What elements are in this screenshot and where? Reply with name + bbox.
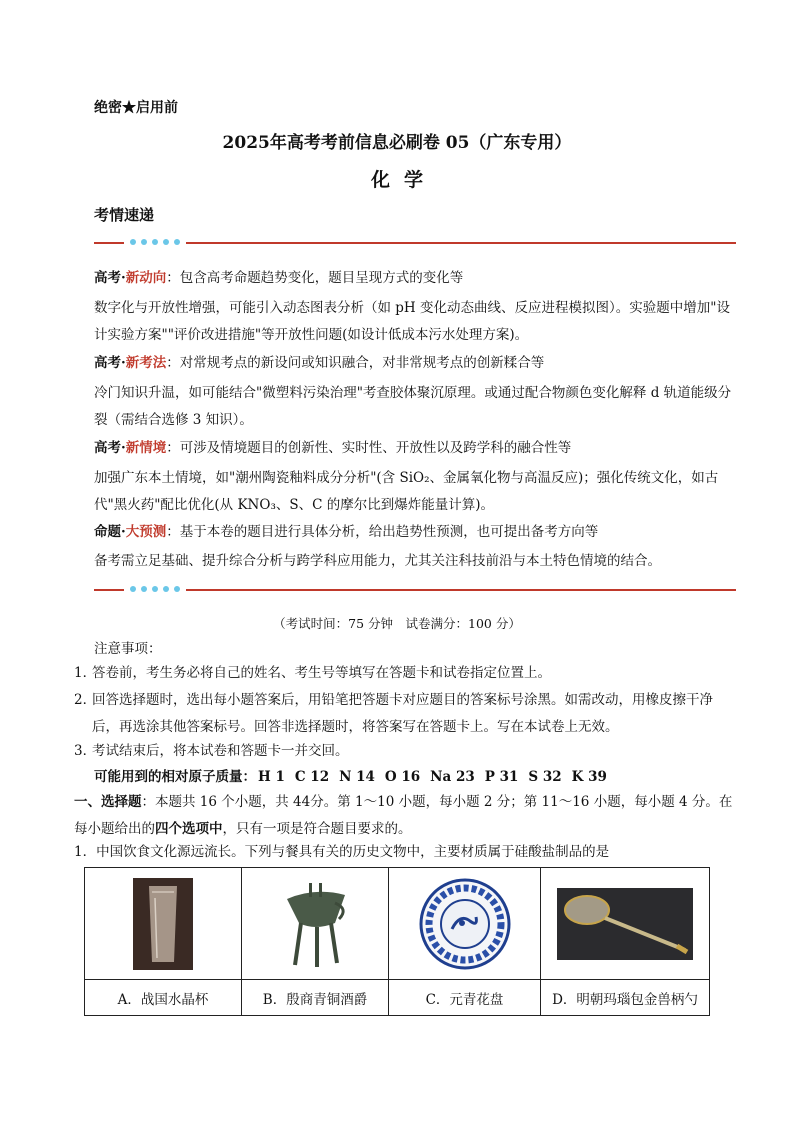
note-item: 1．答卷前，考生务必将自己的姓名、考生号等填写在答题卡和试卷指定位置上。 [74, 665, 551, 681]
option-a-image-cell [85, 868, 242, 980]
notes-title: 注意事项： [94, 641, 162, 657]
paper-title: 2025年高考考前信息必刷卷 05（广东专用） [222, 133, 572, 153]
option-c-label: C．元青花盘 [389, 980, 541, 1015]
blue-white-plate-image [418, 877, 512, 971]
agate-spoon-image [557, 888, 693, 960]
overview-block-2-detail: 冷门知识升温，如可能结合"微塑料污染治理"考查胶体聚沉原理。或通过配合物颜色变化解释 d 轨道能级分裂（需结合选修 3 知识）。 [94, 385, 732, 428]
exam-info: （考试时间：75 分钟 试卷满分：100 分） [273, 616, 521, 631]
note-item: 3．考试结束后，将本试卷和答题卡一并交回。 [74, 743, 349, 759]
overview-block-1-summary: 高考·新动向：包含高考命题趋势变化，题目呈现方式的变化等 [94, 270, 464, 286]
overview-heading: 考情速递 [94, 206, 155, 224]
decorative-divider [94, 584, 736, 596]
decorative-divider [94, 237, 736, 249]
crystal-cup-image [133, 878, 193, 970]
section-one-instructions: 一、选择题：本题共 16 个小题，共 44分。第 1～10 小题，每小题 2 分；第 11～16 小题，每小题 4 分。在每小题给出的四个选项中，只有一项是符合题目要求的。 [74, 794, 733, 837]
note-item: 2．回答选择题时，选出每小题答案后，用铅笔把答题卡对应题目的答案标号涂黑。如需改动，用橡皮擦干净后，再选涂其他答案标号。回答非选择题时，将答案写在答题卡上。写在本试卷上无效。 [74, 692, 713, 735]
secret-mark: 绝密★启用前 [94, 100, 178, 116]
option-b-image-cell [242, 868, 389, 980]
overview-block-4-summary: 命题·大预测：基于本卷的题目进行具体分析，给出趋势性预测，也可提出备考方向等 [94, 524, 599, 540]
atomic-masses: 可能用到的相对原子质量： H 1 C 12 N 14 O 16 Na 23 P 31 S 32 K 39 [94, 769, 607, 785]
overview-block-4-detail: 备考需立足基础、提升综合分析与跨学科应用能力，尤其关注科技前沿与本土特色情境的结合。 [94, 553, 661, 569]
overview-block-3-detail: 加强广东本土情境，如"潮州陶瓷釉料成分分析"(含 SiO₂、金属氧化物与高温反应)；强化传统文化，如古代"黑火药"配比优化(从 KNO₃、S、C 的摩尔比到爆炸能量计算)。 [94, 470, 719, 513]
option-d-label: D．明朝玛瑙包金兽柄勺 [552, 991, 698, 1008]
subject-title: 化学 [370, 169, 437, 191]
question-1-stem: 1．中国饮食文化源远流长。下列与餐具有关的历史文物中，主要材质属于硅酸盐制品的是 [74, 844, 610, 860]
option-b-label: B．殷商青铜酒爵 [242, 980, 389, 1015]
overview-block-2-summary: 高考·新考法：对常规考点的新设问或知识融合，对非常规考点的创新糅合等 [94, 355, 545, 371]
overview-block-3-summary: 高考·新情境：可涉及情境题目的创新性、实时性、开放性以及跨学科的融合性等 [94, 440, 572, 456]
option-d-image-cell [541, 868, 709, 980]
option-a-label: A．战国水晶杯 [85, 980, 242, 1015]
bronze-jue-image [279, 879, 351, 969]
option-c-image-cell [389, 868, 541, 980]
overview-block-1-detail: 数字化与开放性增强，可能引入动态图表分析（如 pH 变化动态曲线、反应进程模拟图）。实验题中增加"设计实验方案""评价改进措施"等开放性问题(如设计低成本污水处理方案)。 [94, 300, 730, 343]
question-1-options-table [84, 867, 710, 1016]
